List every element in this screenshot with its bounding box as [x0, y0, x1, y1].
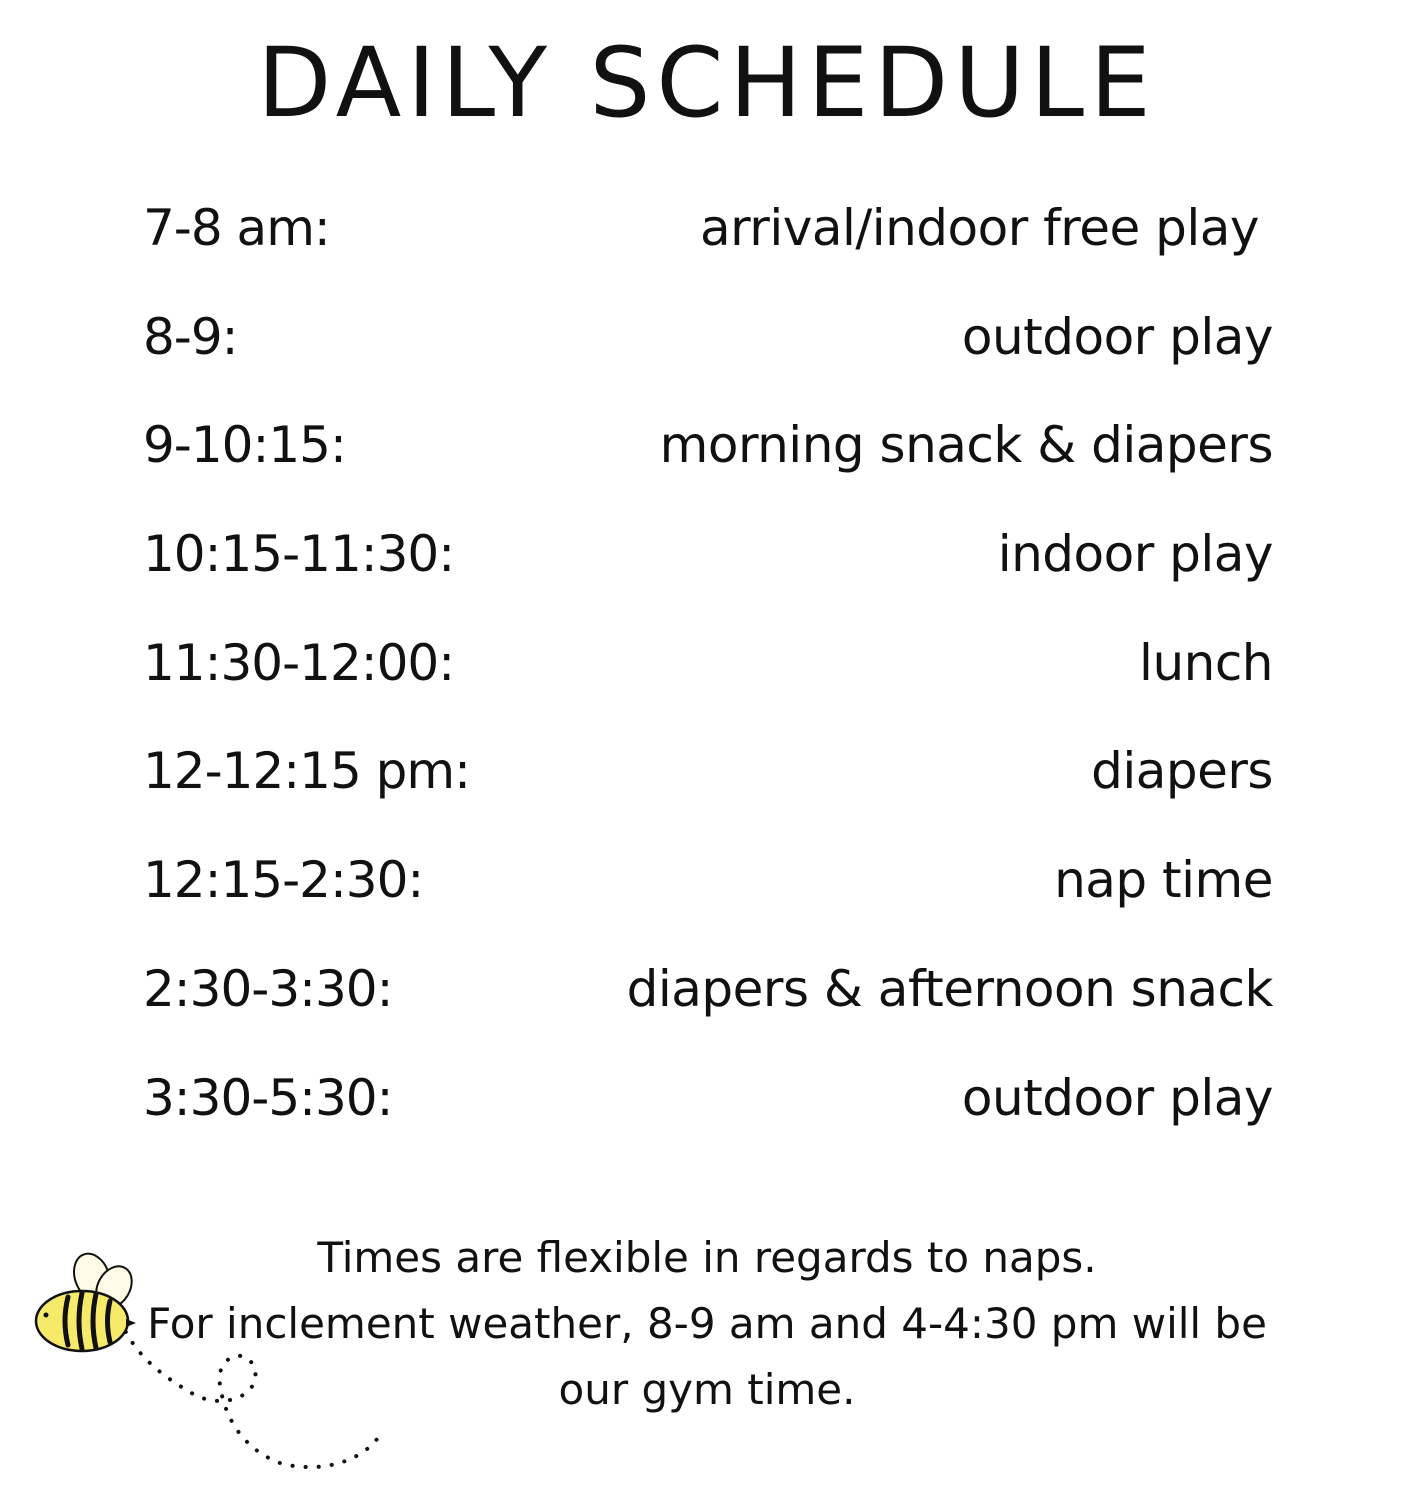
schedule-row — [143, 935, 1273, 1044]
schedule-row — [143, 391, 1273, 500]
note-line: Times are flexible in regards to naps. — [317, 1233, 1097, 1282]
schedule-time: 12:15-2:30: — [143, 851, 424, 910]
note-line: our gym time. — [558, 1365, 856, 1414]
schedule-activity: indoor play — [997, 525, 1273, 584]
bee-stripe — [108, 1301, 111, 1342]
schedule-activity: diapers — [1091, 742, 1273, 801]
schedule-activity: lunch — [1139, 633, 1273, 692]
bee-flight-path — [120, 1320, 380, 1467]
schedule-row — [143, 500, 1273, 609]
schedule-activity: diapers & afternoon snack — [626, 959, 1273, 1018]
schedule-row — [143, 1044, 1273, 1153]
schedule-time: 11:30-12:00: — [143, 633, 455, 692]
schedule-time: 7-8 am: — [143, 199, 330, 257]
schedule-row — [143, 609, 1273, 718]
schedule-time: 9-10:15: — [143, 416, 346, 475]
bee-eye — [44, 1313, 49, 1318]
schedule-activity: nap time — [1054, 851, 1273, 910]
schedule-time: 8-9: — [143, 307, 238, 366]
schedule-activity: morning snack & diapers — [659, 416, 1273, 475]
schedule-time: 3:30-5:30: — [143, 1068, 393, 1127]
schedule-list — [143, 174, 1273, 1152]
bee-icon — [20, 1245, 400, 1485]
schedule-row — [143, 826, 1273, 935]
schedule-activity: arrival/indoor free play — [699, 199, 1259, 257]
schedule-row — [143, 717, 1273, 826]
schedule-time: 2:30-3:30: — [143, 959, 393, 1018]
page-title: DAILY SCHEDULE — [257, 27, 1157, 139]
schedule-time: 12-12:15 pm: — [143, 742, 470, 801]
note-line: For inclement weather, 8-9 am and 4-4:30 pm will be — [147, 1299, 1267, 1348]
schedule-row — [143, 174, 1273, 283]
schedule-time: 10:15-11:30: — [143, 525, 455, 584]
schedule-activity: outdoor play — [961, 1068, 1273, 1127]
schedule-activity: outdoor play — [961, 307, 1273, 366]
bee-stinger — [126, 1319, 136, 1327]
schedule-row — [143, 283, 1273, 392]
